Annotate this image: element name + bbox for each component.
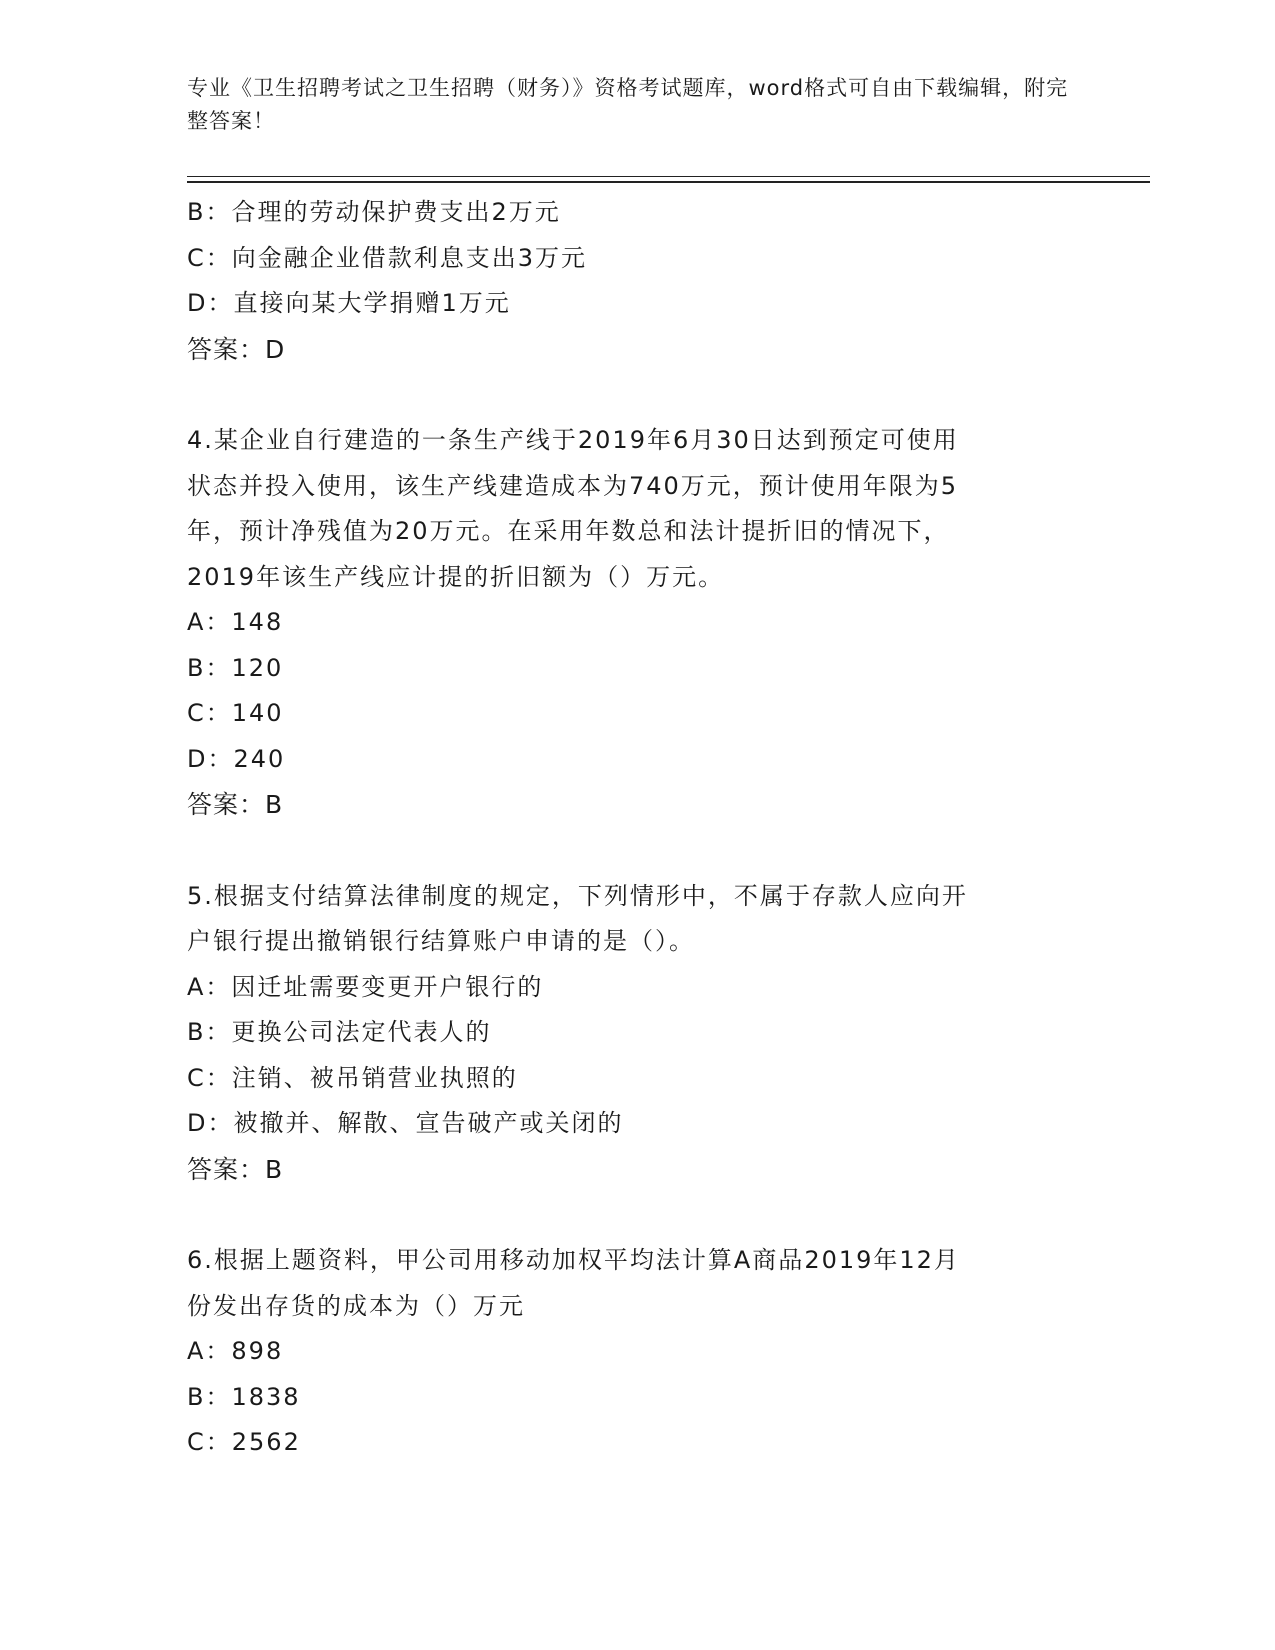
question-text-line: 年，预计净残值为20万元。在采用年数总和法计提折旧的情况下， [187,517,950,545]
option-b: B：合理的劳动保护费支出2万元 [187,198,561,226]
option-a: A：898 [187,1337,284,1365]
question-6 [187,1238,1087,1466]
option-c: C：向金融企业借款利息支出3万元 [187,243,588,272]
question-4 [187,418,1087,828]
option-d: D：被撤并、解散、宣告破产或关闭的 [187,1109,624,1137]
answer: 答案：D [187,334,286,364]
answer: 答案：B [187,1154,284,1184]
header-divider-bottom [187,181,1150,183]
option-c: C：注销、被吊销营业执照的 [187,1063,518,1092]
option-c: C：2562 [187,1428,301,1456]
question-text-line: 状态并投入使用，该生产线建造成本为740万元，预计使用年限为5 [187,471,959,500]
question-text-line: 6.根据上题资料，甲公司用移动加权平均法计算A商品2019年12月 [187,1246,960,1274]
option-d: D：直接向某大学捐赠1万元 [187,289,511,317]
document-header [187,72,1087,138]
question-5 [187,874,1087,1193]
option-a: A：148 [187,608,284,636]
question-3-tail [187,190,1087,372]
option-c: C：140 [187,699,284,727]
answer: 答案：B [187,790,284,819]
option-b: B：120 [187,653,284,682]
question-text-line: 份发出存货的成本为（）万元 [187,1291,525,1320]
option-a: A：因迁址需要变更开户银行的 [187,972,544,1001]
question-text-line: 4.某企业自行建造的一条生产线于2019年6月30日达到预定可使用 [187,426,959,454]
question-text-line: 5.根据支付结算法律制度的规定，下列情形中，不属于存款人应向开 [187,881,968,910]
question-list [187,190,1087,1466]
question-text-line: 户银行提出撤销银行结算账户申请的是（）。 [187,927,695,955]
question-text-line: 2019年该生产线应计提的折旧额为（）万元。 [187,562,725,591]
option-d: D：240 [187,744,286,773]
header-divider-top [187,176,1150,177]
header-title: 专业《卫生招聘考试之卫生招聘（财务）》资格考试题库，word格式可自由下载编辑，附完整答案！ [187,76,1069,133]
option-b: B：更换公司法定代表人的 [187,1018,492,1046]
option-b: B：1838 [187,1382,301,1411]
